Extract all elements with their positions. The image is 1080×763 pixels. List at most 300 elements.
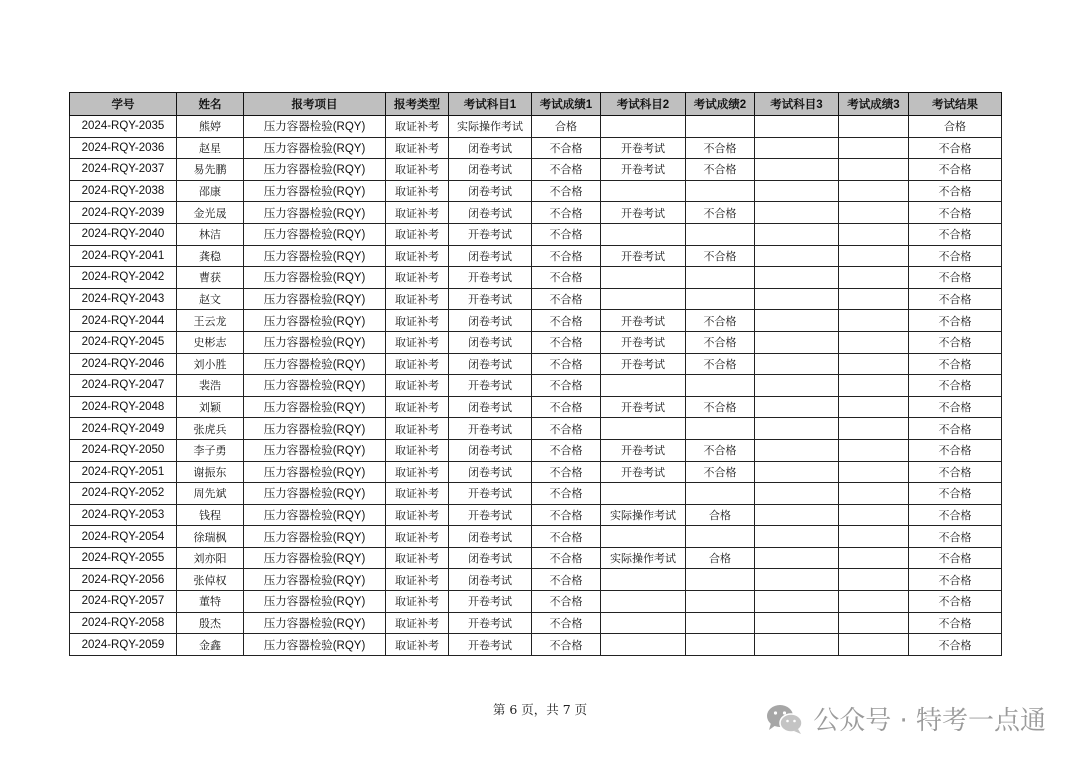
table-cell: 压力容器检验(RQY) — [244, 439, 386, 461]
table-cell: 取证补考 — [386, 418, 449, 440]
table-cell: 2024-RQY-2058 — [70, 612, 177, 634]
table-cell: 不合格 — [532, 439, 601, 461]
table-cell: 2024-RQY-2035 — [70, 116, 177, 138]
table-cell: 取证补考 — [386, 547, 449, 569]
table-cell: 不合格 — [532, 202, 601, 224]
table-cell — [601, 288, 686, 310]
table-cell: 压力容器检验(RQY) — [244, 331, 386, 353]
table-cell: 不合格 — [909, 267, 1002, 289]
table-row — [70, 245, 1002, 267]
table-cell — [839, 223, 909, 245]
table-cell: 2024-RQY-2050 — [70, 439, 177, 461]
table-cell: 开卷考试 — [601, 439, 686, 461]
table-cell — [686, 483, 755, 505]
column-header: 考试成绩3 — [839, 93, 909, 116]
table-cell: 实际操作考试 — [449, 116, 532, 138]
table-cell: 不合格 — [909, 547, 1002, 569]
table-cell: 不合格 — [909, 439, 1002, 461]
column-header: 学号 — [70, 93, 177, 116]
table-cell: 闭卷考试 — [449, 137, 532, 159]
table-cell — [755, 353, 839, 375]
table-cell: 压力容器检验(RQY) — [244, 504, 386, 526]
table-cell: 取证补考 — [386, 375, 449, 397]
table-cell — [755, 591, 839, 613]
table-cell: 闭卷考试 — [449, 461, 532, 483]
table-cell: 2024-RQY-2053 — [70, 504, 177, 526]
table-cell — [755, 331, 839, 353]
table-cell: 2024-RQY-2036 — [70, 137, 177, 159]
table-cell: 闭卷考试 — [449, 202, 532, 224]
table-cell — [839, 116, 909, 138]
table-cell: 开卷考试 — [601, 310, 686, 332]
table-cell: 2024-RQY-2039 — [70, 202, 177, 224]
table-cell: 不合格 — [909, 375, 1002, 397]
table-cell: 史彬志 — [177, 331, 244, 353]
table-cell: 不合格 — [532, 461, 601, 483]
table-cell: 不合格 — [686, 245, 755, 267]
table-cell — [755, 180, 839, 202]
table-cell: 2024-RQY-2051 — [70, 461, 177, 483]
table-cell: 2024-RQY-2043 — [70, 288, 177, 310]
table-cell: 压力容器检验(RQY) — [244, 137, 386, 159]
table-cell — [686, 591, 755, 613]
table-cell: 2024-RQY-2049 — [70, 418, 177, 440]
table-cell: 不合格 — [532, 375, 601, 397]
table-cell — [755, 634, 839, 656]
table-header-row — [70, 93, 1002, 116]
table-cell — [686, 116, 755, 138]
table-cell: 不合格 — [686, 137, 755, 159]
table-cell: 压力容器检验(RQY) — [244, 483, 386, 505]
table-cell: 压力容器检验(RQY) — [244, 526, 386, 548]
table-cell: 不合格 — [909, 353, 1002, 375]
table-cell: 不合格 — [909, 137, 1002, 159]
table-cell — [839, 634, 909, 656]
table-cell: 不合格 — [909, 245, 1002, 267]
table-cell: 不合格 — [532, 396, 601, 418]
table-cell: 开卷考试 — [601, 331, 686, 353]
table-cell: 不合格 — [532, 180, 601, 202]
table-cell: 开卷考试 — [449, 375, 532, 397]
table-cell: 不合格 — [909, 331, 1002, 353]
table-row — [70, 310, 1002, 332]
table-cell: 取证补考 — [386, 439, 449, 461]
table-cell — [686, 375, 755, 397]
table-cell: 易先鹏 — [177, 159, 244, 181]
table-cell — [686, 526, 755, 548]
table-cell: 2024-RQY-2041 — [70, 245, 177, 267]
table-cell — [601, 591, 686, 613]
table-cell — [755, 137, 839, 159]
table-cell: 邵康 — [177, 180, 244, 202]
table-cell — [755, 310, 839, 332]
table-cell: 金光晟 — [177, 202, 244, 224]
table-cell: 徐瑞枫 — [177, 526, 244, 548]
table-row — [70, 526, 1002, 548]
table-cell: 压力容器检验(RQY) — [244, 202, 386, 224]
table-cell: 开卷考试 — [601, 353, 686, 375]
table-cell — [755, 439, 839, 461]
table-cell: 不合格 — [686, 202, 755, 224]
column-header: 考试科目1 — [449, 93, 532, 116]
table-cell: 合格 — [909, 116, 1002, 138]
table-cell: 董特 — [177, 591, 244, 613]
table-cell: 刘亦阳 — [177, 547, 244, 569]
table-cell — [755, 461, 839, 483]
table-row — [70, 331, 1002, 353]
table-cell: 不合格 — [686, 461, 755, 483]
table-cell — [601, 483, 686, 505]
table-cell: 取证补考 — [386, 569, 449, 591]
table-cell: 不合格 — [909, 569, 1002, 591]
table-cell — [755, 483, 839, 505]
table-body — [70, 116, 1002, 656]
table-cell: 压力容器检验(RQY) — [244, 288, 386, 310]
table-cell — [601, 267, 686, 289]
table-cell: 不合格 — [532, 353, 601, 375]
table-row — [70, 180, 1002, 202]
table-cell: 赵文 — [177, 288, 244, 310]
table-row — [70, 159, 1002, 181]
table-cell: 2024-RQY-2048 — [70, 396, 177, 418]
table-cell: 2024-RQY-2055 — [70, 547, 177, 569]
table-cell: 不合格 — [532, 137, 601, 159]
table-cell: 取证补考 — [386, 310, 449, 332]
table-cell — [686, 288, 755, 310]
table-cell — [686, 180, 755, 202]
table-cell — [839, 159, 909, 181]
table-cell — [686, 267, 755, 289]
table-cell — [839, 267, 909, 289]
table-cell: 取证补考 — [386, 267, 449, 289]
table-cell: 不合格 — [909, 461, 1002, 483]
table-cell: 不合格 — [532, 418, 601, 440]
table-cell: 刘颖 — [177, 396, 244, 418]
table-cell: 曹获 — [177, 267, 244, 289]
table-cell: 压力容器检验(RQY) — [244, 116, 386, 138]
table-cell — [686, 569, 755, 591]
table-row — [70, 461, 1002, 483]
table-cell: 2024-RQY-2037 — [70, 159, 177, 181]
table-cell: 压力容器检验(RQY) — [244, 223, 386, 245]
table-cell: 实际操作考试 — [601, 547, 686, 569]
table-cell: 取证补考 — [386, 159, 449, 181]
table-cell: 不合格 — [909, 634, 1002, 656]
table-cell: 不合格 — [532, 591, 601, 613]
table-cell: 周先斌 — [177, 483, 244, 505]
table-cell — [755, 418, 839, 440]
table-cell: 压力容器检验(RQY) — [244, 180, 386, 202]
table-cell — [755, 116, 839, 138]
table-cell: 不合格 — [909, 591, 1002, 613]
table-cell: 压力容器检验(RQY) — [244, 591, 386, 613]
table-cell: 压力容器检验(RQY) — [244, 310, 386, 332]
table-cell: 取证补考 — [386, 591, 449, 613]
table-cell — [755, 504, 839, 526]
column-header: 姓名 — [177, 93, 244, 116]
table-cell — [755, 202, 839, 224]
table-cell: 取证补考 — [386, 396, 449, 418]
table-row — [70, 569, 1002, 591]
table-cell — [839, 137, 909, 159]
table-cell: 开卷考试 — [449, 591, 532, 613]
table-cell: 取证补考 — [386, 504, 449, 526]
table-cell: 张虎兵 — [177, 418, 244, 440]
table-cell: 不合格 — [686, 310, 755, 332]
table-cell — [839, 331, 909, 353]
table-cell: 压力容器检验(RQY) — [244, 418, 386, 440]
table-cell: 赵星 — [177, 137, 244, 159]
table-cell: 取证补考 — [386, 634, 449, 656]
table-cell: 闭卷考试 — [449, 159, 532, 181]
table-cell: 不合格 — [686, 159, 755, 181]
column-header: 考试科目2 — [601, 93, 686, 116]
table-cell: 开卷考试 — [449, 267, 532, 289]
table-cell: 开卷考试 — [449, 612, 532, 634]
table-cell: 闭卷考试 — [449, 526, 532, 548]
table-cell: 压力容器检验(RQY) — [244, 245, 386, 267]
table-row — [70, 547, 1002, 569]
table-cell: 熊婷 — [177, 116, 244, 138]
table-cell: 不合格 — [909, 202, 1002, 224]
table-row — [70, 634, 1002, 656]
table-cell: 闭卷考试 — [449, 396, 532, 418]
table-cell: 谢振东 — [177, 461, 244, 483]
table-cell: 2024-RQY-2042 — [70, 267, 177, 289]
table-cell: 2024-RQY-2040 — [70, 223, 177, 245]
table-cell — [839, 461, 909, 483]
table-cell — [755, 612, 839, 634]
table-cell — [755, 526, 839, 548]
table-cell: 2024-RQY-2046 — [70, 353, 177, 375]
table-cell: 2024-RQY-2054 — [70, 526, 177, 548]
table-cell: 不合格 — [909, 223, 1002, 245]
table-row — [70, 137, 1002, 159]
watermark-text: 公众号 · 特考一点通 — [813, 706, 1046, 736]
table-cell: 不合格 — [909, 483, 1002, 505]
table-row — [70, 223, 1002, 245]
table-cell — [755, 159, 839, 181]
page-number: 第 6 页，共 7 页 — [492, 702, 588, 717]
table-row — [70, 612, 1002, 634]
table-cell: 刘小胜 — [177, 353, 244, 375]
table-cell — [601, 418, 686, 440]
table-cell: 林洁 — [177, 223, 244, 245]
column-header: 报考类型 — [386, 93, 449, 116]
table-cell — [601, 116, 686, 138]
table-cell — [686, 612, 755, 634]
table-cell: 2024-RQY-2057 — [70, 591, 177, 613]
table-cell: 不合格 — [532, 547, 601, 569]
table-cell — [839, 180, 909, 202]
table-cell — [755, 245, 839, 267]
table-cell: 实际操作考试 — [601, 504, 686, 526]
table-cell: 不合格 — [686, 396, 755, 418]
wechat-icon — [765, 702, 805, 736]
table-cell — [601, 223, 686, 245]
table-cell — [686, 223, 755, 245]
table-cell: 取证补考 — [386, 461, 449, 483]
table-cell: 不合格 — [532, 504, 601, 526]
table-cell: 2024-RQY-2038 — [70, 180, 177, 202]
table-cell: 龚稳 — [177, 245, 244, 267]
table-cell: 不合格 — [909, 418, 1002, 440]
table-cell — [839, 483, 909, 505]
table-cell: 闭卷考试 — [449, 439, 532, 461]
table-cell — [755, 267, 839, 289]
table-cell: 不合格 — [532, 310, 601, 332]
table-cell: 钱程 — [177, 504, 244, 526]
table-cell: 不合格 — [909, 526, 1002, 548]
table-cell: 王云龙 — [177, 310, 244, 332]
table-cell — [601, 634, 686, 656]
table-cell: 开卷考试 — [601, 396, 686, 418]
table-cell: 开卷考试 — [449, 223, 532, 245]
table-cell: 不合格 — [686, 353, 755, 375]
column-header: 考试科目3 — [755, 93, 839, 116]
table-cell: 不合格 — [532, 612, 601, 634]
table-cell — [839, 353, 909, 375]
table-cell: 闭卷考试 — [449, 310, 532, 332]
table-cell: 不合格 — [532, 223, 601, 245]
table-cell: 合格 — [532, 116, 601, 138]
table-cell: 取证补考 — [386, 116, 449, 138]
table-cell: 开卷考试 — [601, 245, 686, 267]
table-cell: 闭卷考试 — [449, 331, 532, 353]
table-cell: 张倬权 — [177, 569, 244, 591]
table-cell: 不合格 — [532, 483, 601, 505]
table-cell: 开卷考试 — [449, 634, 532, 656]
table-cell: 裴浩 — [177, 375, 244, 397]
table-cell: 取证补考 — [386, 353, 449, 375]
table-cell: 压力容器检验(RQY) — [244, 375, 386, 397]
table-cell: 压力容器检验(RQY) — [244, 461, 386, 483]
table-row — [70, 504, 1002, 526]
table-row — [70, 288, 1002, 310]
table-row — [70, 267, 1002, 289]
table-cell: 取证补考 — [386, 483, 449, 505]
column-header: 报考项目 — [244, 93, 386, 116]
table-cell: 金鑫 — [177, 634, 244, 656]
table-cell — [839, 439, 909, 461]
table-cell: 压力容器检验(RQY) — [244, 396, 386, 418]
table-cell — [839, 310, 909, 332]
table-cell — [839, 288, 909, 310]
table-cell: 2024-RQY-2052 — [70, 483, 177, 505]
table-cell: 2024-RQY-2045 — [70, 331, 177, 353]
table-cell — [686, 418, 755, 440]
table-cell: 不合格 — [909, 159, 1002, 181]
table-cell: 不合格 — [686, 331, 755, 353]
column-header: 考试成绩1 — [532, 93, 601, 116]
table-cell — [755, 223, 839, 245]
watermark — [765, 700, 1046, 737]
table-cell: 闭卷考试 — [449, 245, 532, 267]
table-cell: 不合格 — [532, 245, 601, 267]
table-cell — [601, 375, 686, 397]
table-cell: 开卷考试 — [601, 137, 686, 159]
table-cell: 不合格 — [532, 288, 601, 310]
table-cell: 2024-RQY-2056 — [70, 569, 177, 591]
table-cell: 取证补考 — [386, 331, 449, 353]
table-row — [70, 439, 1002, 461]
table-cell — [755, 288, 839, 310]
table-cell — [839, 612, 909, 634]
table-cell: 合格 — [686, 547, 755, 569]
table-cell: 压力容器检验(RQY) — [244, 569, 386, 591]
table-cell: 开卷考试 — [601, 159, 686, 181]
table-cell — [839, 375, 909, 397]
table-cell — [839, 526, 909, 548]
table-cell: 取证补考 — [386, 245, 449, 267]
table-cell — [755, 569, 839, 591]
table-cell: 开卷考试 — [601, 202, 686, 224]
table-cell: 开卷考试 — [449, 418, 532, 440]
table-cell: 不合格 — [532, 634, 601, 656]
table-cell: 2024-RQY-2059 — [70, 634, 177, 656]
table-cell: 2024-RQY-2044 — [70, 310, 177, 332]
column-header: 考试成绩2 — [686, 93, 755, 116]
table-cell — [839, 547, 909, 569]
table-cell: 不合格 — [532, 569, 601, 591]
table-row — [70, 116, 1002, 138]
table-cell: 开卷考试 — [449, 504, 532, 526]
table-cell — [839, 245, 909, 267]
column-header: 考试结果 — [909, 93, 1002, 116]
table-cell: 压力容器检验(RQY) — [244, 353, 386, 375]
table-cell — [755, 375, 839, 397]
table-cell: 不合格 — [532, 526, 601, 548]
table-cell: 不合格 — [909, 504, 1002, 526]
table-cell: 压力容器检验(RQY) — [244, 612, 386, 634]
table-cell: 不合格 — [686, 439, 755, 461]
table-cell — [755, 547, 839, 569]
table-row — [70, 375, 1002, 397]
table-cell: 压力容器检验(RQY) — [244, 547, 386, 569]
table-row — [70, 353, 1002, 375]
table-cell: 压力容器检验(RQY) — [244, 267, 386, 289]
table-cell: 殷杰 — [177, 612, 244, 634]
table-cell: 2024-RQY-2047 — [70, 375, 177, 397]
table-cell: 取证补考 — [386, 526, 449, 548]
table-cell — [839, 569, 909, 591]
table-cell: 不合格 — [532, 331, 601, 353]
table-cell: 不合格 — [909, 612, 1002, 634]
table-cell: 不合格 — [909, 288, 1002, 310]
table-cell: 开卷考试 — [449, 483, 532, 505]
table-cell — [839, 202, 909, 224]
table-row — [70, 483, 1002, 505]
table-cell: 闭卷考试 — [449, 569, 532, 591]
table-row — [70, 591, 1002, 613]
table-cell: 取证补考 — [386, 202, 449, 224]
table-cell — [601, 612, 686, 634]
table-cell: 不合格 — [909, 180, 1002, 202]
table-cell: 开卷考试 — [449, 288, 532, 310]
table-cell — [601, 569, 686, 591]
table-cell: 不合格 — [909, 396, 1002, 418]
table-cell: 开卷考试 — [601, 461, 686, 483]
table-cell: 李子勇 — [177, 439, 244, 461]
table-cell — [839, 418, 909, 440]
table-cell: 取证补考 — [386, 612, 449, 634]
table-cell: 闭卷考试 — [449, 547, 532, 569]
table-row — [70, 418, 1002, 440]
table-cell: 闭卷考试 — [449, 353, 532, 375]
table-cell — [755, 396, 839, 418]
table-cell: 合格 — [686, 504, 755, 526]
table-cell: 取证补考 — [386, 288, 449, 310]
